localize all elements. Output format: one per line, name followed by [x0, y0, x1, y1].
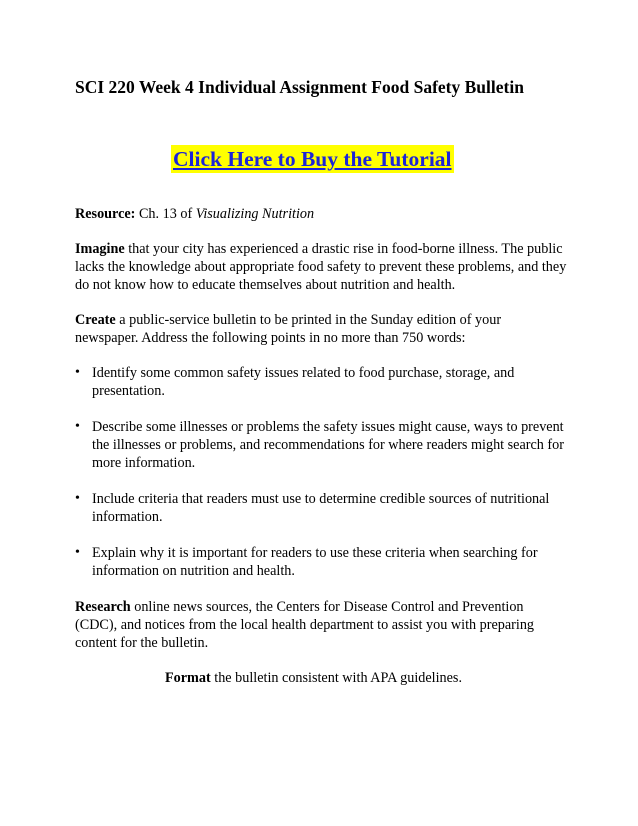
- list-item-text: Include criteria that readers must use to determine credible sources of nutritional information.: [92, 491, 550, 525]
- imagine-lead: Imagine: [75, 241, 125, 257]
- format-lead: Format: [165, 670, 211, 686]
- list-item: [75, 364, 567, 400]
- assignment-body: [75, 205, 567, 687]
- create-paragraph: [75, 311, 567, 347]
- resource-label: Resource:: [75, 206, 136, 222]
- research-text: online news sources, the Centers for Disease Control and Prevention (CDC), and notices from the local health department to assist you with preparing content for the bulletin.: [75, 599, 535, 651]
- tutorial-link-highlight: [171, 145, 454, 173]
- bullet-dot-icon: •: [75, 365, 80, 380]
- bullet-dot-icon: •: [75, 419, 80, 434]
- create-text: a public-service bulletin to be printed in the Sunday edition of your newspaper. Address the following points in no more than 750 words:: [75, 312, 502, 346]
- document-title: SCI 220 Week 4 Individual Assignment Food Safety Bulletin: [75, 77, 524, 97]
- buy-tutorial-link[interactable]: Click Here to Buy the Tutorial: [173, 147, 452, 171]
- bullet-dot-icon: •: [75, 545, 80, 560]
- format-paragraph: [75, 669, 567, 687]
- list-item: [75, 490, 567, 526]
- list-item-text: Explain why it is important for readers to use these criteria when searching for information on nutrition and health.: [92, 545, 538, 579]
- format-text: the bulletin consistent with APA guidelines.: [210, 670, 463, 686]
- resource-text: Ch. 13 of: [135, 206, 196, 222]
- research-paragraph: [75, 598, 567, 652]
- research-lead: Research: [75, 599, 131, 615]
- list-item-text: Describe some illnesses or problems the safety issues might cause, ways to prevent the illnesses or problems, and recommendations for where readers might search for more information.: [92, 419, 564, 471]
- create-lead: Create: [75, 312, 116, 328]
- bullet-dot-icon: •: [75, 491, 80, 506]
- list-item: [75, 418, 567, 472]
- resource-paragraph: [75, 205, 567, 223]
- imagine-text: that your city has experienced a drastic rise in food-borne illness. The public lacks the knowledge about appropriate food safety to prevent these problems, and they do not know how to educate themselves about nutrition and health.: [75, 241, 567, 293]
- list-item: [75, 544, 567, 580]
- resource-book-title: Visualizing Nutrition: [195, 206, 315, 222]
- requirements-list: [75, 364, 567, 580]
- imagine-paragraph: [75, 240, 567, 294]
- list-item-text: Identify some common safety issues related to food purchase, storage, and presentation.: [92, 365, 515, 399]
